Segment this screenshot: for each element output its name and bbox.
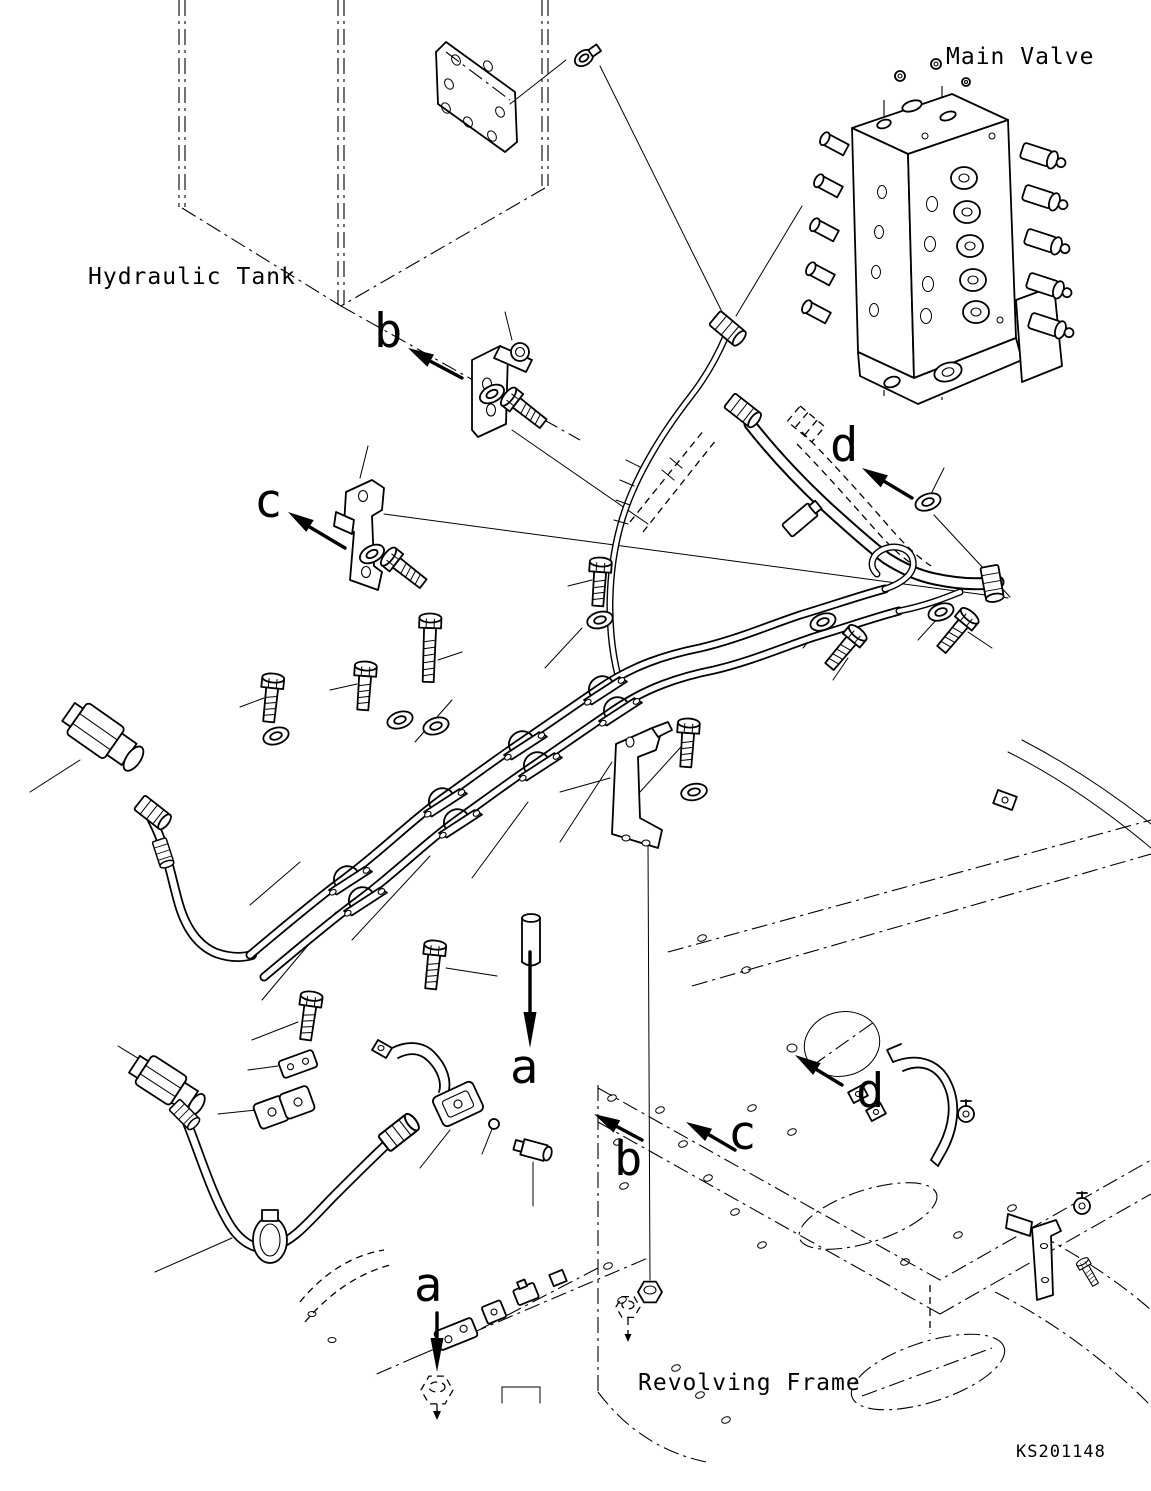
frame-mount-tab [993,790,1017,810]
tank-fitting [572,42,603,70]
callout-letter-b-lower: b [614,1132,643,1187]
grease-valve [513,1137,554,1162]
callout-letter-d-upper: d [830,418,859,473]
clamp-block-pair [253,1085,316,1130]
wing-bolt-icon [958,1100,974,1122]
elbow-fitting [126,1049,212,1121]
clamp-plate [278,1049,318,1078]
callout-letter-a-mid: a [510,1040,539,1095]
bracket-c [334,480,384,590]
revolving-frame-label: Revolving Frame [638,1370,861,1396]
main-valve-label: Main Valve [946,44,1095,70]
hose-clamp-band [782,498,824,537]
frame-upright-bracket [1006,1214,1061,1300]
cotter-pin [482,1119,499,1154]
tank-port-plate [436,42,517,152]
callout-letter-b-upper: b [374,304,403,359]
callout-letter-a-lower: a [414,1258,443,1313]
callout-letter-c-lower: c [728,1106,757,1161]
frame-holes [603,934,1018,1425]
curved-clamp-bracket [372,1040,485,1128]
main-valve-assembly [800,59,1076,404]
hydraulic-tank-outline [179,0,603,440]
small-parts-chain [434,1270,567,1403]
hydraulic-tube-run [58,311,1005,1263]
revolving-frame-outline [450,740,1151,1462]
wing-bolt-icon [1074,1192,1090,1214]
drawing-number: KS201148 [1016,1442,1106,1462]
hydraulic-tank-label: Hydraulic Tank [88,264,296,290]
tall-support-bracket [612,722,672,848]
frame-nuts [616,1282,662,1342]
callout-letter-c-upper: c [254,474,283,529]
valve-studs [800,131,849,325]
callout-letter-d-lower: d [856,1064,885,1119]
mount-nut-lower-a [421,1376,453,1420]
hose-ring-clamp [253,1210,287,1263]
